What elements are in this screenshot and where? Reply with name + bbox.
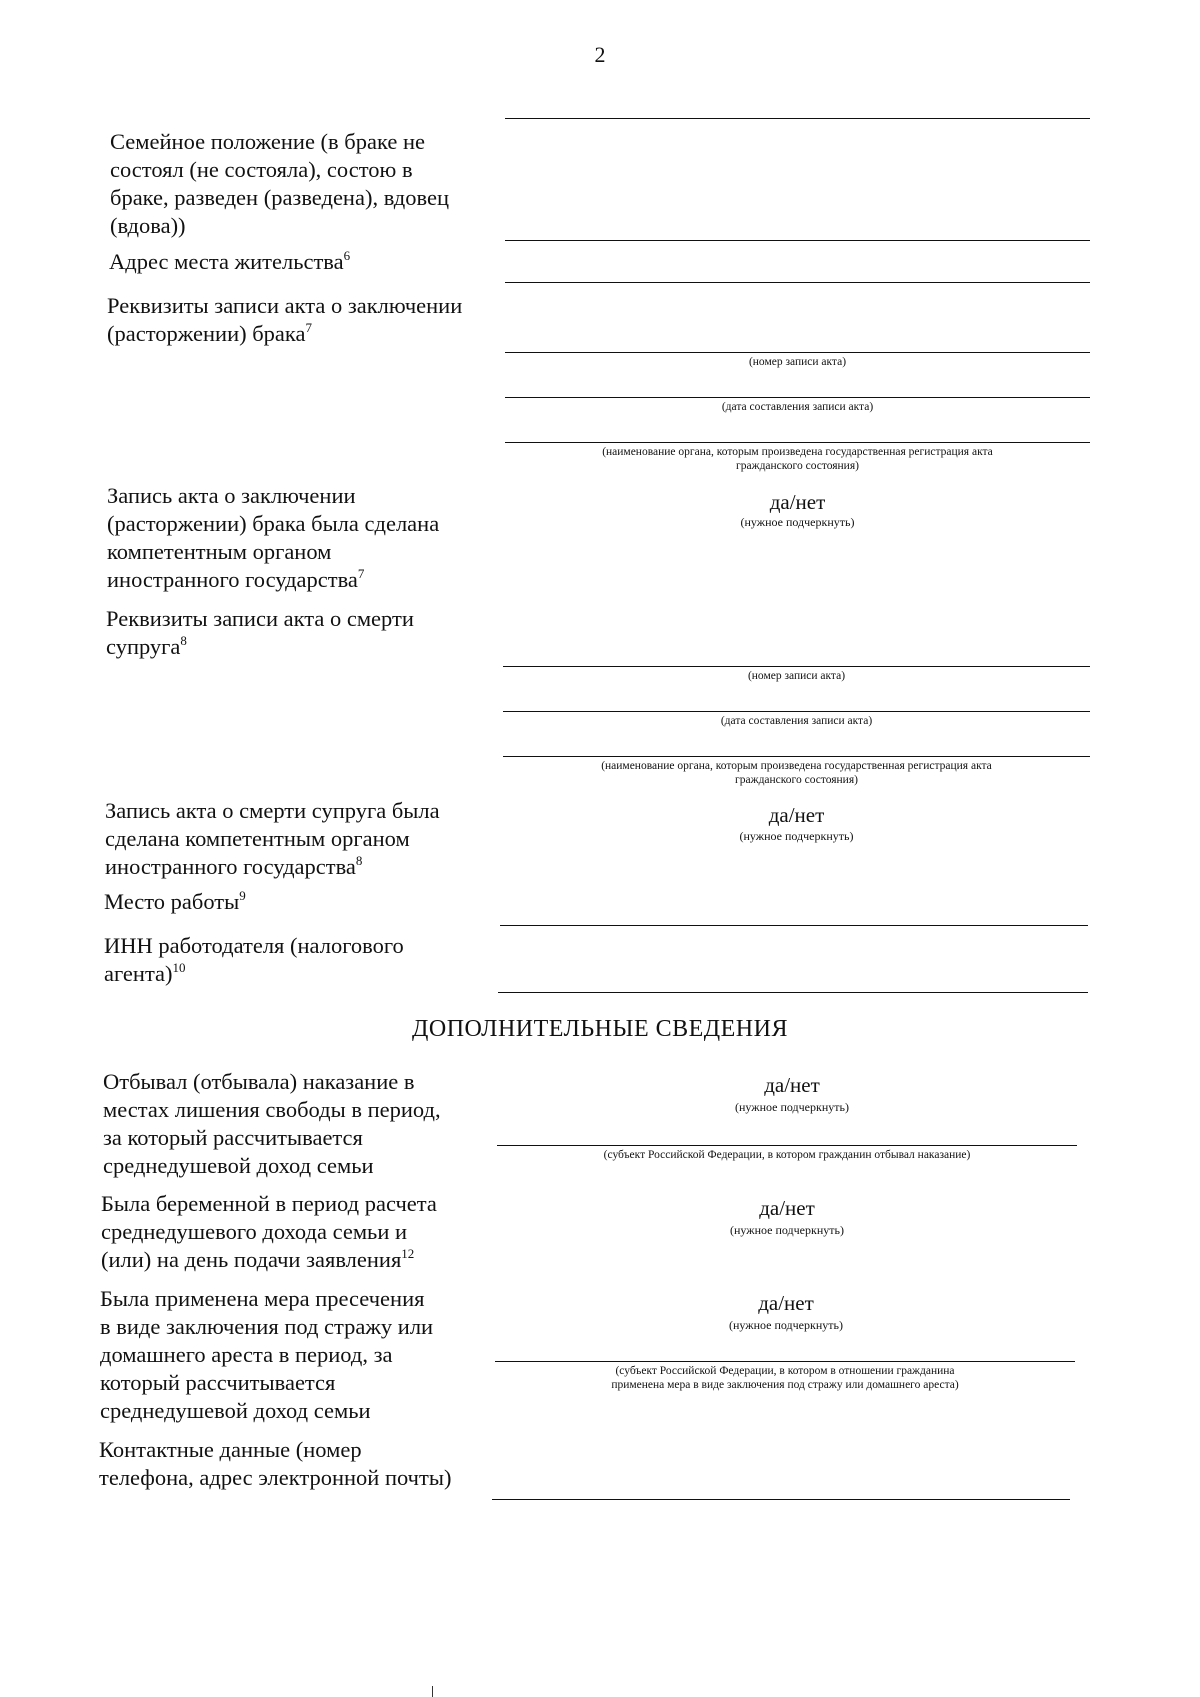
death-foreign-yes-no[interactable]: да/нет xyxy=(768,803,825,827)
marital-status-line[interactable] xyxy=(505,240,1090,241)
pregnancy-hint: (нужное подчеркнуть) xyxy=(730,1223,844,1237)
marriage-foreign-hint: (нужное подчеркнуть) xyxy=(740,515,855,529)
marriage-record-date-caption: (дата составления записи акта) xyxy=(721,401,874,413)
employer-inn-label: ИНН работодателя (налогового агента)$^{10}$ xyxy=(104,933,404,986)
custody-label: Была применена мера пресечения в виде заключения под стражу или домашнего ареста в период, за который рассчитывается среднедушевой доход семьи xyxy=(100,1286,434,1423)
address-line[interactable] xyxy=(505,282,1090,283)
marriage-record-label: Реквизиты записи акта о заключении (расторжении) брака$^7$ xyxy=(107,293,463,346)
pregnancy-yes-no[interactable]: да/нет xyxy=(759,1196,815,1220)
imprisonment-label: Отбывал (отбывала) наказание в местах лишения свободы в период, за который рассчитывается среднедушевой доход семьи xyxy=(103,1069,441,1178)
death-registration-body-caption: (наименование органа, которым произведена государственная регистрация акта гражданского состояния) xyxy=(601,760,992,786)
workplace-line[interactable] xyxy=(500,925,1088,926)
death-foreign-hint: (нужное подчеркнуть) xyxy=(739,829,854,843)
death-record-date-line[interactable] xyxy=(503,711,1090,712)
marriage-record-number-caption: (номер записи акта) xyxy=(748,356,847,368)
contacts-label: Контактные данные (номер телефона, адрес электронной почты) xyxy=(99,1437,452,1490)
imprisonment-yes-no[interactable]: да/нет xyxy=(764,1073,820,1097)
death-record-label: Реквизиты записи акта о смерти супруга$^8$ xyxy=(106,606,414,659)
marriage-registration-body-caption: (наименование органа, которым произведена государственная регистрация акта гражданского состояния) xyxy=(602,446,993,472)
death-record-date-caption: (дата составления записи акта) xyxy=(720,715,873,727)
imprisonment-region-caption: (субъект Российской Федерации, в котором гражданин отбывал наказание) xyxy=(603,1149,971,1161)
section-title-additional: ДОПОЛНИТЕЛЬНЫЕ СВЕДЕНИЯ xyxy=(412,1016,788,1042)
imprisonment-hint: (нужное подчеркнуть) xyxy=(735,1100,849,1114)
address-label: Адрес места жительства$^6$ xyxy=(109,248,351,274)
death-record-number-caption: (номер записи акта) xyxy=(747,670,846,682)
custody-region-line[interactable] xyxy=(495,1361,1075,1362)
death-registration-body-line[interactable] xyxy=(503,756,1090,757)
workplace-label: Место работы$^9$ xyxy=(104,888,246,914)
marriage-record-number-line[interactable] xyxy=(505,352,1090,353)
page-number: 2 xyxy=(594,42,606,67)
marriage-record-date-line[interactable] xyxy=(505,397,1090,398)
marriage-foreign-label: Запись акта о заключении (расторжении) брака была сделана компетентным органом иностранного государства$^7$ xyxy=(107,483,440,592)
marriage-foreign-yes-no[interactable]: да/нет xyxy=(769,490,826,514)
field-line-top[interactable] xyxy=(505,118,1090,119)
contacts-line[interactable] xyxy=(492,1499,1070,1500)
imprisonment-region-line[interactable] xyxy=(497,1145,1077,1146)
death-record-number-line[interactable] xyxy=(503,666,1090,667)
custody-yes-no[interactable]: да/нет xyxy=(758,1291,814,1315)
pregnancy-label: Была беременной в период расчета среднедушевого дохода семьи и (или) на день подачи заявления$^{12}$ xyxy=(101,1191,437,1272)
scan-mark xyxy=(432,1686,433,1697)
marital-status-label: Семейное положение (в браке не состоял (не состояла), состою в браке, разведен (разведена), вдовец (вдова)) xyxy=(110,129,449,238)
marriage-registration-body-line[interactable] xyxy=(505,442,1090,443)
custody-region-caption: (субъект Российской Федерации, в котором в отношении гражданина применена мера в виде заключения под стражу или домашнего ареста) xyxy=(611,1365,959,1391)
death-foreign-label: Запись акта о смерти супруга была сделана компетентным органом иностранного государства$^8$ xyxy=(105,798,440,879)
custody-hint: (нужное подчеркнуть) xyxy=(729,1318,843,1332)
employer-inn-line[interactable] xyxy=(498,992,1088,993)
